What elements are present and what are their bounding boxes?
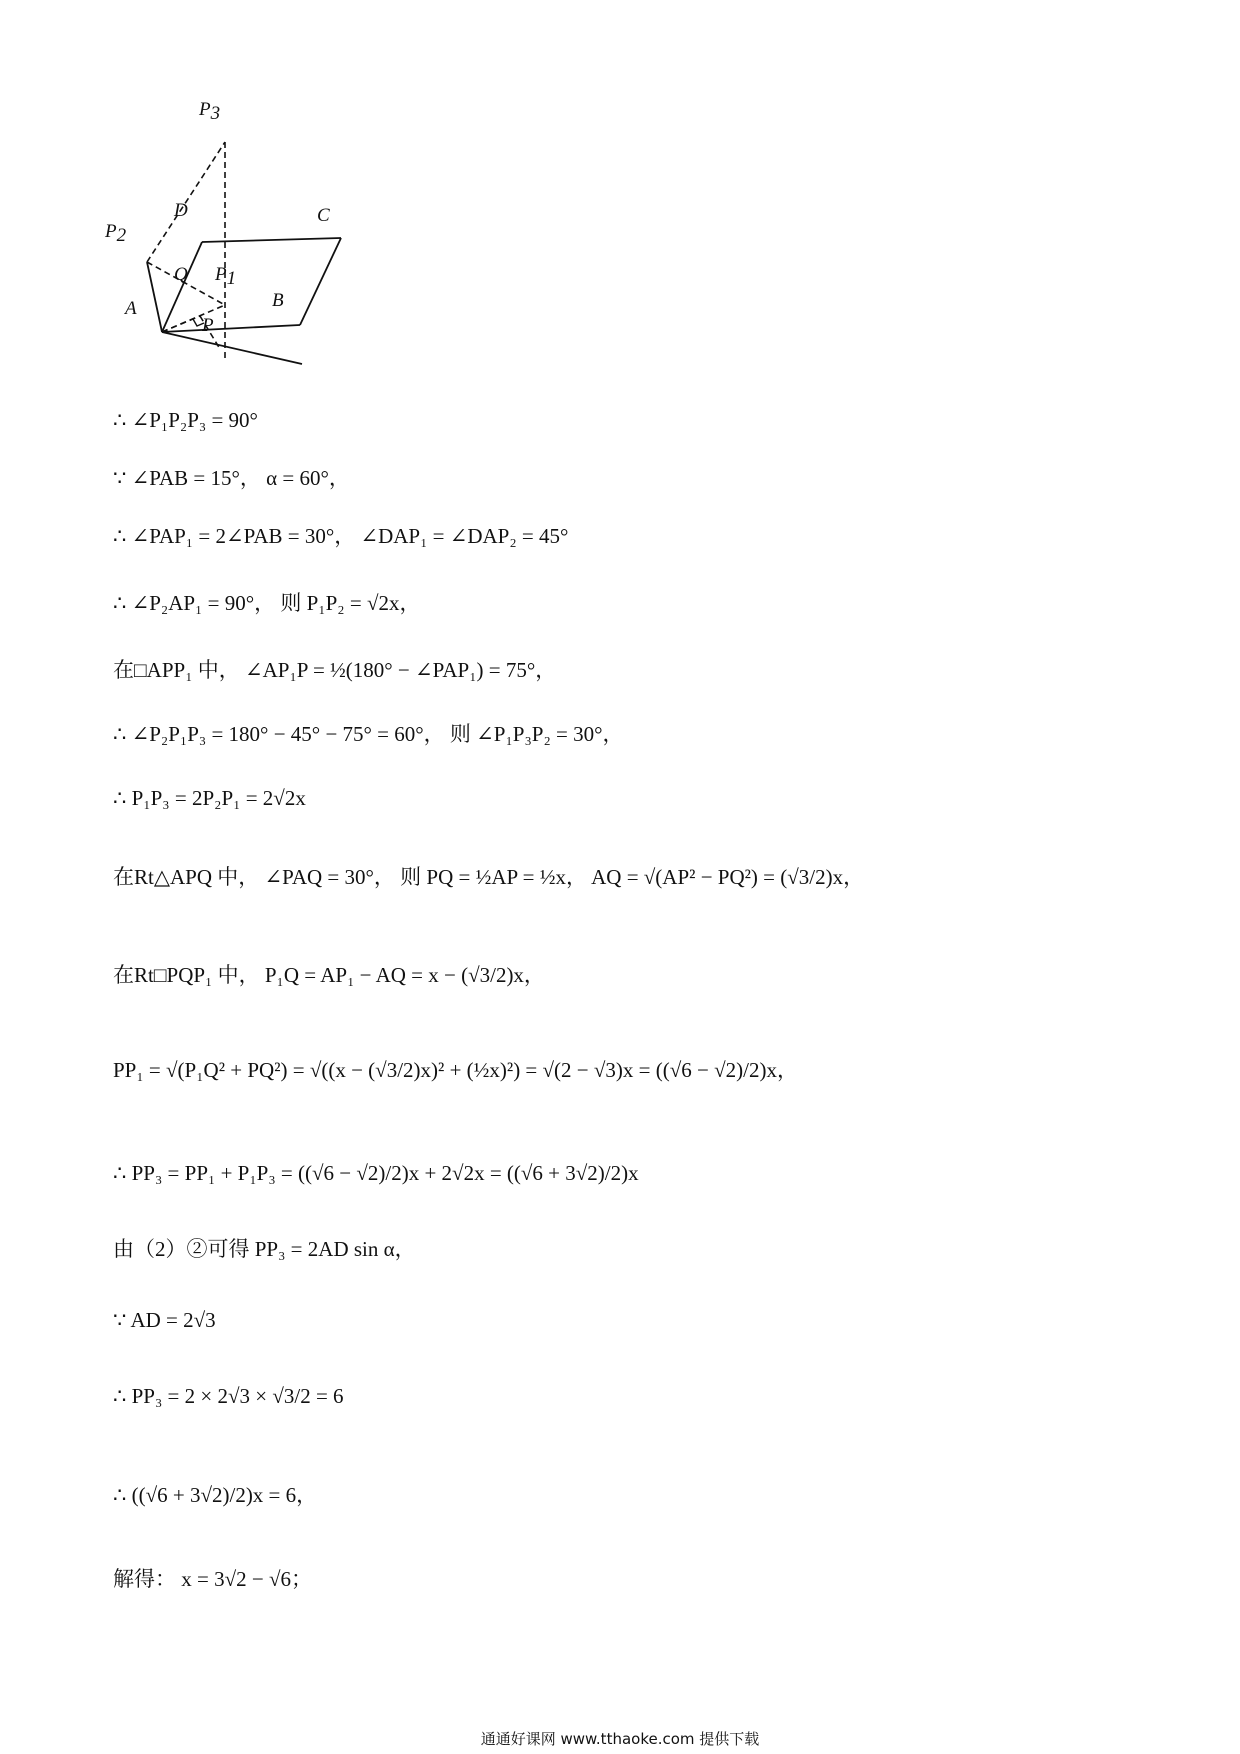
solution-line-7: ∴ P₁P₃ = 2P₂P₁ = 2√2x	[113, 786, 306, 810]
solution-line-4: ∴ ∠P₂AP₁ = 90°， 则 P₁P₂ = √2x，	[113, 591, 421, 615]
solution-line-5: 在□APP₁ 中， ∠AP₁P = ½(180° − ∠PAP₁) = 75°，	[113, 658, 557, 682]
ray-AP	[162, 332, 302, 364]
label-Q: Q	[174, 264, 188, 285]
solution-line-8: 在Rt△APQ 中， ∠PAQ = 30°， 则 PQ = ½AP = ½x， AQ = √(AP² − PQ²) = (√3/2)x，	[113, 865, 865, 889]
page-footer: 通通好课网 www.tthaoke.com 提供下载	[480, 1730, 760, 1748]
edge-AP2	[147, 262, 162, 332]
solution-line-1: ∴ ∠P₁P₂P₃ = 90°	[113, 408, 258, 432]
solution-line-3: ∴ ∠PAP₁ = 2∠PAB = 30°， ∠DAP₁ = ∠DAP₂ = 45°	[113, 524, 569, 548]
edge-BA	[162, 325, 300, 332]
solution-line-6: ∴ ∠P₂P₁P₃ = 180° − 45° − 75° = 60°， 则 ∠P₁P₃P₂ = 30°，	[113, 722, 624, 746]
solution-line-12: 由（2）②可得 PP₃ = 2AD sin α，	[113, 1237, 416, 1261]
solution-line-15: ∴ ((√6 + 3√2)/2)x = 6，	[113, 1483, 318, 1507]
label-P2: P2	[105, 221, 127, 246]
solution-line-9: 在Rt□PQP₁ 中， P₁Q = AP₁ − AQ = x − (√3/2)x，	[113, 963, 545, 987]
solution-line-13: ∵ AD = 2√3	[113, 1308, 216, 1332]
label-C: C	[317, 205, 330, 226]
solution-line-14: ∴ PP₃ = 2 × 2√3 × √3/2 = 6	[113, 1384, 344, 1408]
edge-DC	[202, 238, 341, 242]
label-A: A	[125, 298, 137, 319]
label-P1: P1	[215, 264, 237, 289]
label-D: D	[174, 200, 188, 221]
geometry-figure	[95, 95, 355, 385]
solution-line-16: 解得： x = 3√2 − √6；	[113, 1567, 312, 1591]
label-B: B	[272, 290, 284, 311]
solution-line-10: PP₁ = √(P₁Q² + PQ²) = √((x − (√3/2)x)² + (½x)²) = √(2 − √3)x = ((√6 − √2)/2)x，	[113, 1058, 798, 1082]
solution-line-11: ∴ PP₃ = PP₁ + P₁P₃ = ((√6 − √2)/2)x + 2√2x = ((√6 + 3√2)/2)x	[113, 1161, 639, 1185]
label-P: P	[202, 315, 214, 336]
edge-CB	[300, 238, 341, 325]
geometry-diagram	[95, 95, 355, 385]
edge-AD	[162, 242, 202, 332]
label-P3: P3	[199, 99, 221, 124]
solution-line-2: ∵ ∠PAB = 15°， α = 60°，	[113, 466, 350, 490]
